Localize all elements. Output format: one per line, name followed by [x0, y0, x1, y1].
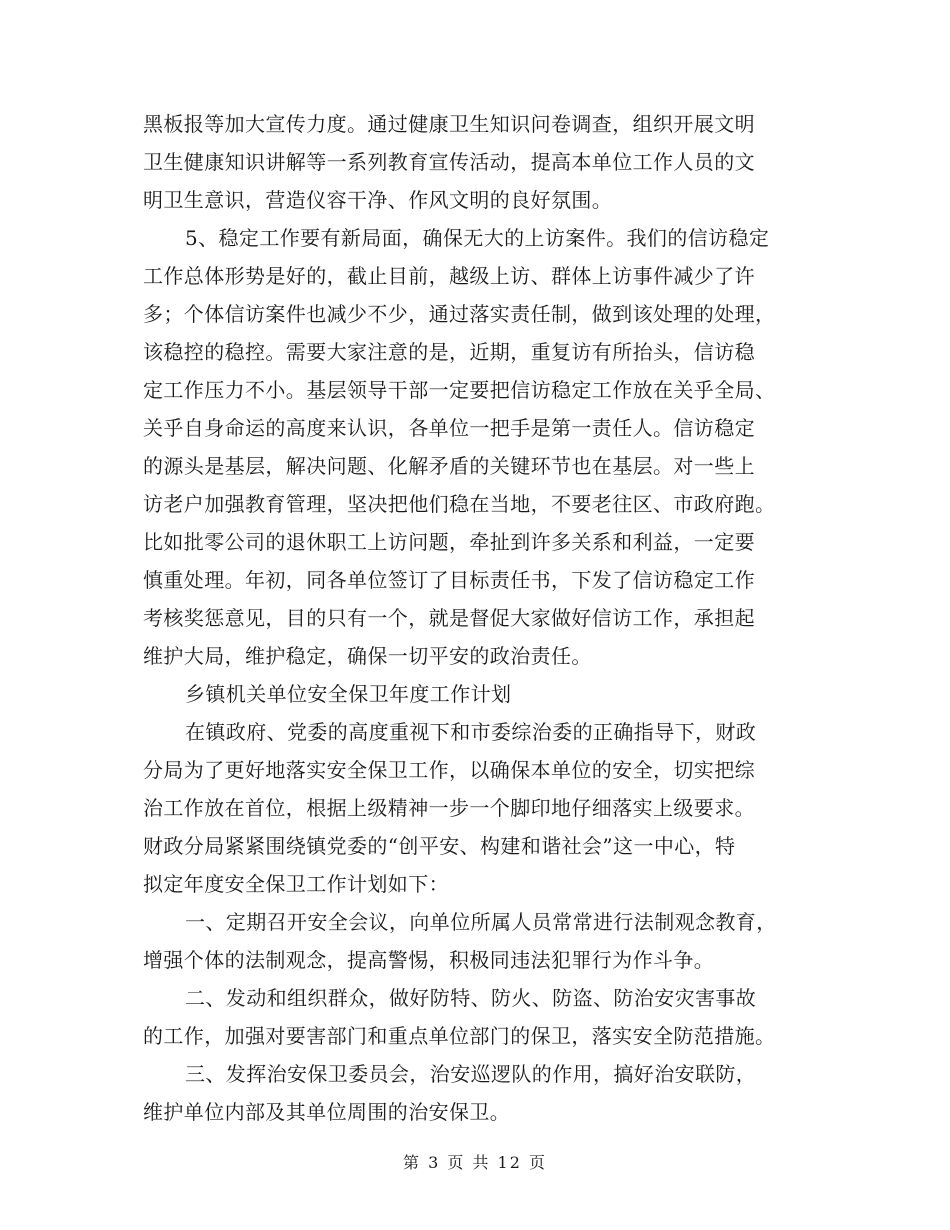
page-number-footer: 第 3 页 共 12 页	[403, 1153, 547, 1172]
text-line: 财政分局紧紧围绕镇党委的“创平安、构建和谐社会”这一中心，特	[143, 834, 736, 858]
text-line: 多；个体信访案件也减少不少，通过落实责任制，做到该处理的处理，	[143, 302, 776, 326]
text-line: 卫生健康知识讲解等一系列教育宣传活动，提高本单位工作人员的文	[143, 150, 755, 174]
text-line: 工作总体形势是好的，截止目前，越级上访、群体上访事件减少了许	[143, 264, 755, 288]
text-line: 一、定期召开安全会议，向单位所属人员常常进行法制观念教育，	[185, 910, 777, 934]
text-line: 访老户加强教育管理，坚决把他们稳在当地，不要老往区、市政府跑。	[143, 492, 776, 516]
text-line: 拟定年度安全保卫工作计划如下：	[143, 872, 449, 896]
text-line: 该稳控的稳控。需要大家注意的是，近期，重复访有所抬头，信访稳	[143, 340, 755, 364]
text-line: 在镇政府、党委的高度重视下和市委综治委的正确指导下，财政	[185, 720, 757, 744]
text-line: 维护大局，维护稳定，确保一切平安的政治责任。	[143, 644, 592, 668]
text-line: 增强个体的法制观念，提高警惕，积极同违法犯罪行为作斗争。	[143, 948, 715, 972]
text-line: 5、稳定工作要有新局面，确保无大的上访案件。我们的信访稳定	[185, 226, 770, 250]
text-line: 三、发挥治安保卫委员会，治安巡逻队的作用，搞好治安联防，	[185, 1062, 757, 1086]
text-line: 分局为了更好地落实安全保卫工作，以确保本单位的安全，切实把综	[143, 758, 755, 782]
text-line: 的源头是基层，解决问题、化解矛盾的关键环节也在基层。对一些上	[143, 454, 755, 478]
text-line: 关乎自身命运的高度来认识，各单位一把手是第一责任人。信访稳定	[143, 416, 755, 440]
document-body	[143, 105, 808, 1131]
text-line: 维护单位内部及其单位周围的治安保卫。	[143, 1100, 511, 1124]
text-line: 慎重处理。年初，同各单位签订了目标责任书，下发了信访稳定工作	[143, 568, 755, 592]
text-line: 黑板报等加大宣传力度。通过健康卫生知识问卷调查，组织开展文明	[143, 112, 755, 136]
text-line: 明卫生意识，营造仪容干净、作风文明的良好氛围。	[143, 188, 613, 212]
text-line: 乡镇机关单位安全保卫年度工作计划	[185, 682, 512, 706]
text-line: 比如批零公司的退休职工上访问题，牵扯到许多关系和利益，一定要	[143, 530, 755, 554]
text-line: 治工作放在首位，根据上级精神一步一个脚印地仔细落实上级要求。	[143, 796, 755, 820]
text-line: 定工作压力不小。基层领导干部一定要把信访稳定工作放在关乎全局、	[143, 378, 776, 402]
text-line: 二、发动和组织群众，做好防特、防火、防盗、防治安灾害事故	[185, 986, 757, 1010]
text-line: 考核奖惩意见，目的只有一个，就是督促大家做好信访工作，承担起	[143, 606, 755, 630]
text-line: 的工作，加强对要害部门和重点单位部门的保卫，落实安全防范措施。	[143, 1024, 776, 1048]
